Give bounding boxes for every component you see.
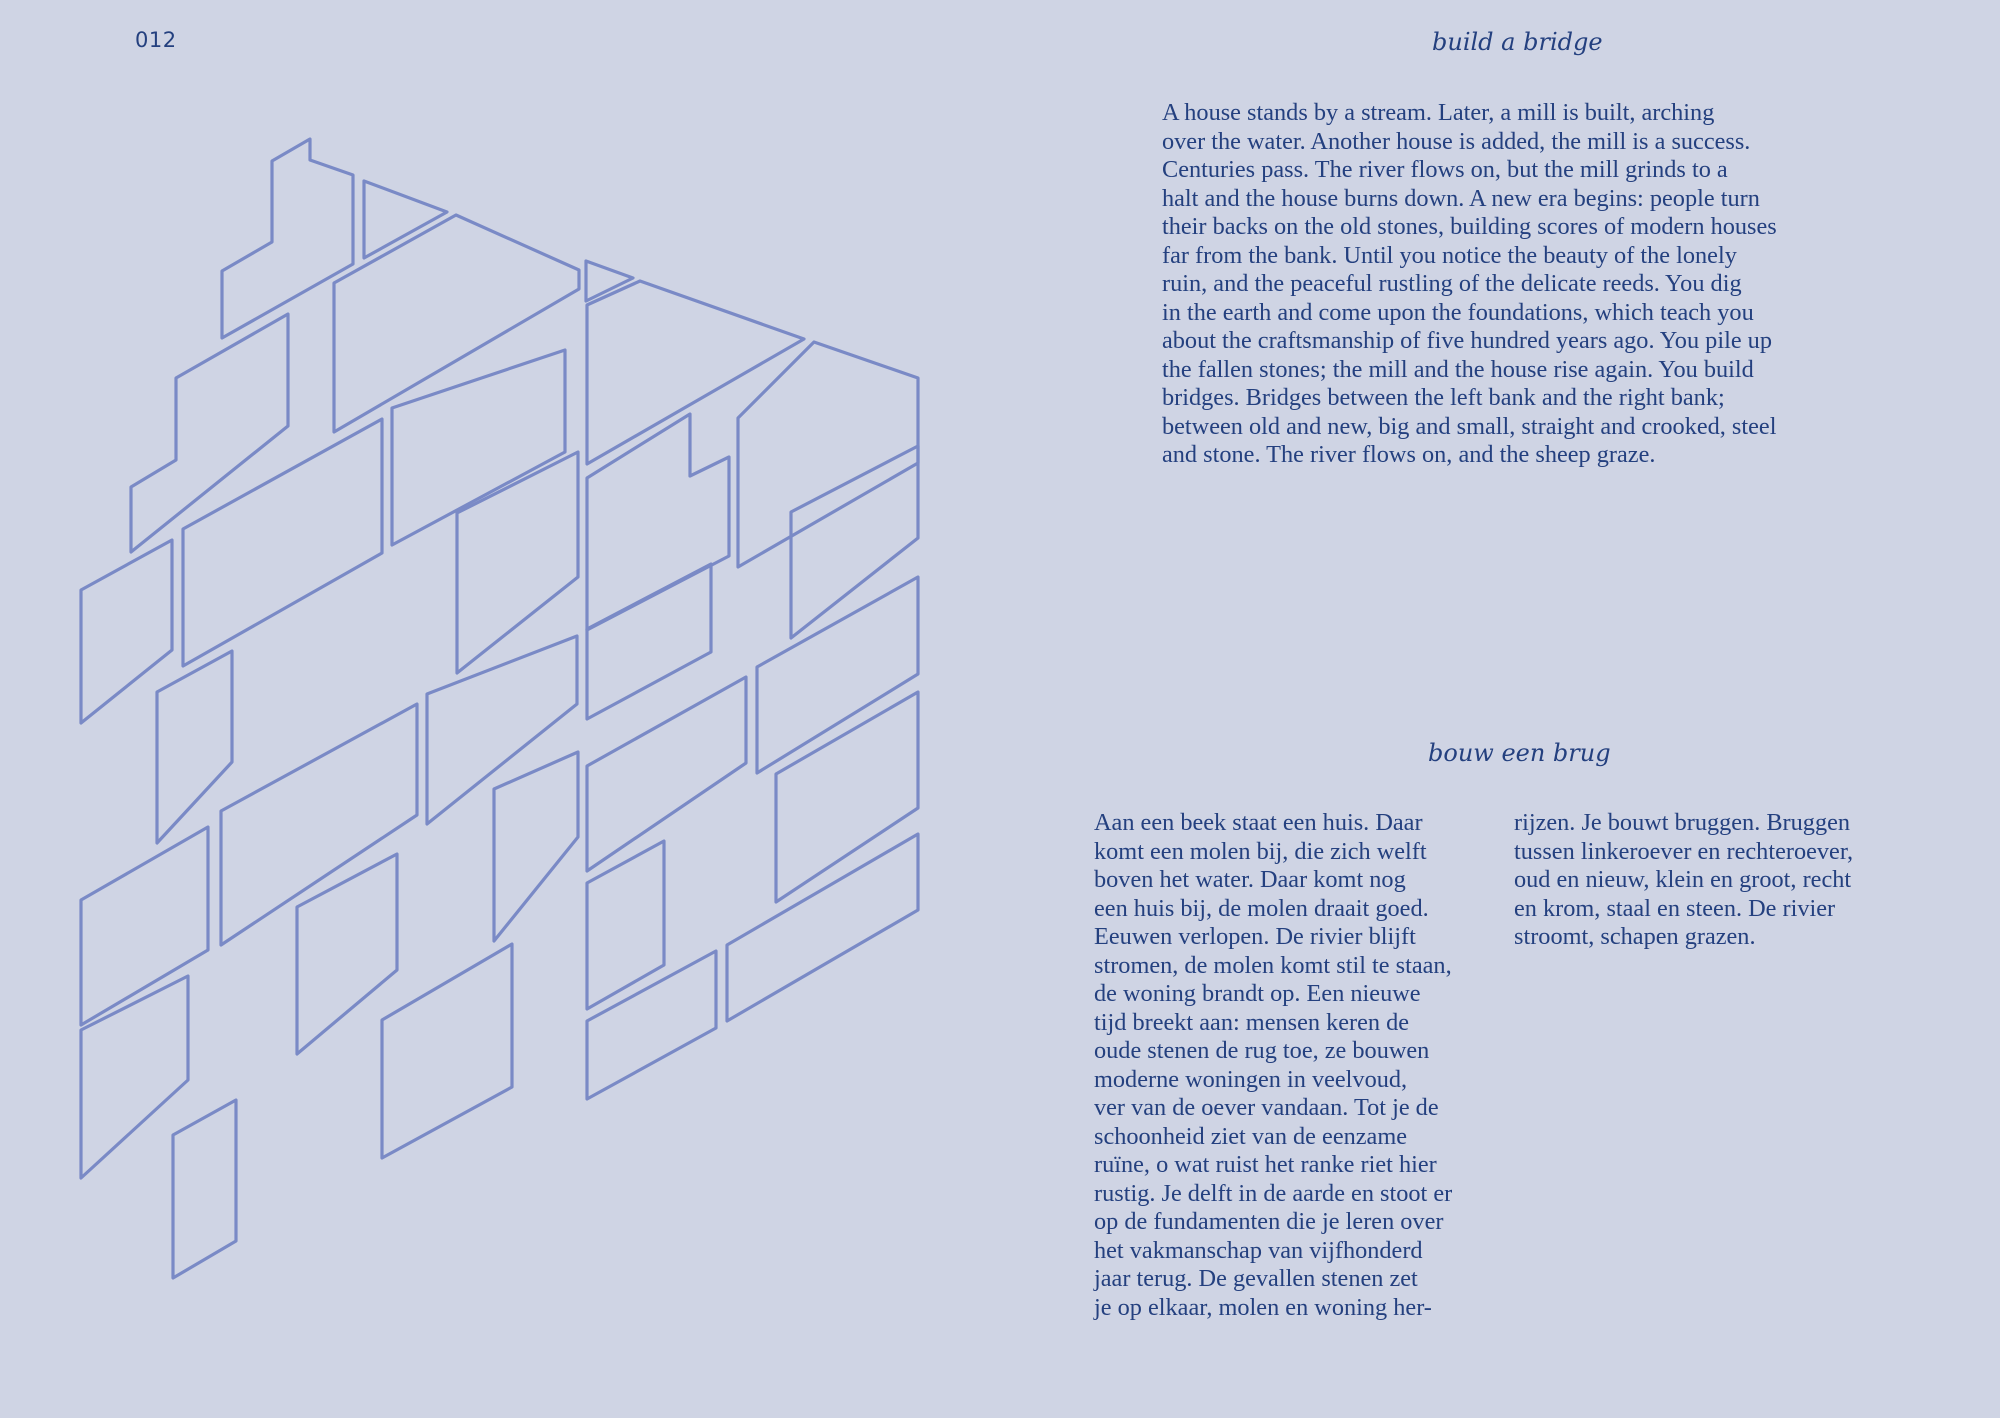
- stone-outline: [221, 704, 417, 945]
- body-line: het vakmanschap van vijfhonderd: [1094, 1236, 1423, 1264]
- body-line: ruïne, o wat ruist het ranke riet hier: [1094, 1151, 1437, 1178]
- body-line: rijzen. Je bouwt bruggen. Bruggen: [1514, 809, 1851, 836]
- body-line: bridges. Bridges between the left bank and the right bank;: [1162, 384, 1725, 411]
- body-line: en krom, staal en steen. De rivier: [1514, 894, 1836, 922]
- body-line: tijd breekt aan: mensen keren de: [1094, 1008, 1410, 1036]
- stone-outline: [587, 281, 804, 464]
- stone-outline: [776, 692, 918, 902]
- body-line: in the earth and come upon the foundations, which teach you: [1162, 298, 1754, 326]
- body-line: stromen, de molen komt stil te staan,: [1094, 951, 1452, 979]
- english-body: [1162, 99, 1777, 470]
- stone-outline: [364, 181, 447, 258]
- stone-outline: [587, 414, 729, 630]
- stone-outline: [173, 1100, 236, 1278]
- body-line: je op elkaar, molen en woning her-: [1094, 1293, 1432, 1321]
- stone-outline: [334, 215, 579, 432]
- stone-outline: [494, 752, 578, 941]
- body-line: about the craftsmanship of five hundred years ago. You pile up: [1162, 327, 1772, 354]
- stone-outline: [457, 452, 578, 673]
- stone-outline: [738, 342, 918, 567]
- body-line: rustig. Je delft in de aarde en stoot er: [1094, 1179, 1453, 1207]
- body-line: ruin, and the peaceful rustling of the delicate reeds. You dig: [1162, 270, 1742, 297]
- body-line: tussen linkeroever en rechteroever,: [1514, 837, 1854, 865]
- body-line: op de fundamenten die je leren over: [1094, 1208, 1444, 1235]
- english-heading: build a bridge: [1432, 28, 1603, 56]
- dutch-body-column-2: [1514, 809, 1853, 952]
- body-line: halt and the house burns down. A new era begins: people turn: [1162, 184, 1760, 212]
- body-line: their backs on the old stones, building scores of modern houses: [1162, 213, 1777, 240]
- body-line: between old and new, big and small, straight and crooked, steel: [1162, 412, 1777, 440]
- body-line: ver van de oever vandaan. Tot je de: [1094, 1094, 1439, 1121]
- stone-outline: [392, 350, 565, 545]
- body-line: komt een molen bij, die zich welft: [1094, 837, 1427, 865]
- body-line: boven het water. Daar komt nog: [1094, 866, 1406, 893]
- stone-outline: [427, 636, 577, 824]
- body-line: over the water. Another house is added, the mill is a success.: [1162, 127, 1751, 155]
- body-line: stroomt, schapen grazen.: [1514, 923, 1756, 950]
- stone-outline: [382, 944, 512, 1158]
- stone-outline: [183, 419, 382, 666]
- body-line: the fallen stones; the mill and the house rise again. You build: [1162, 355, 1754, 383]
- stone-outline: [131, 314, 288, 552]
- body-line: Eeuwen verlopen. De rivier blijft: [1094, 923, 1416, 950]
- stone-outline: [587, 564, 711, 719]
- page-number: 012: [135, 28, 177, 52]
- body-line: jaar terug. De gevallen stenen zet: [1094, 1265, 1418, 1292]
- stone-outline: [727, 834, 918, 1021]
- body-line: A house stands by a stream. Later, a mill is built, arching: [1162, 99, 1715, 126]
- body-line: Centuries pass. The river flows on, but the mill grinds to a: [1162, 156, 1728, 183]
- body-line: een huis bij, de molen draait goed.: [1094, 894, 1429, 922]
- body-line: oud en nieuw, klein en groot, recht: [1514, 866, 1852, 893]
- dutch-heading: bouw een brug: [1428, 739, 1611, 767]
- stone-outline: [757, 577, 918, 773]
- body-line: and stone. The river flows on, and the sheep graze.: [1162, 441, 1656, 468]
- dutch-body-column-1: [1094, 809, 1452, 1322]
- body-line: schoonheid ziet van de eenzame: [1094, 1122, 1408, 1150]
- body-line: far from the bank. Until you notice the beauty of the lonely: [1162, 241, 1737, 269]
- body-line: oude stenen de rug toe, ze bouwen: [1094, 1037, 1430, 1064]
- body-line: Aan een beek staat een huis. Daar: [1094, 809, 1423, 836]
- body-line: moderne woningen in veelvoud,: [1094, 1065, 1408, 1093]
- body-line: de woning brandt op. Een nieuwe: [1094, 980, 1421, 1007]
